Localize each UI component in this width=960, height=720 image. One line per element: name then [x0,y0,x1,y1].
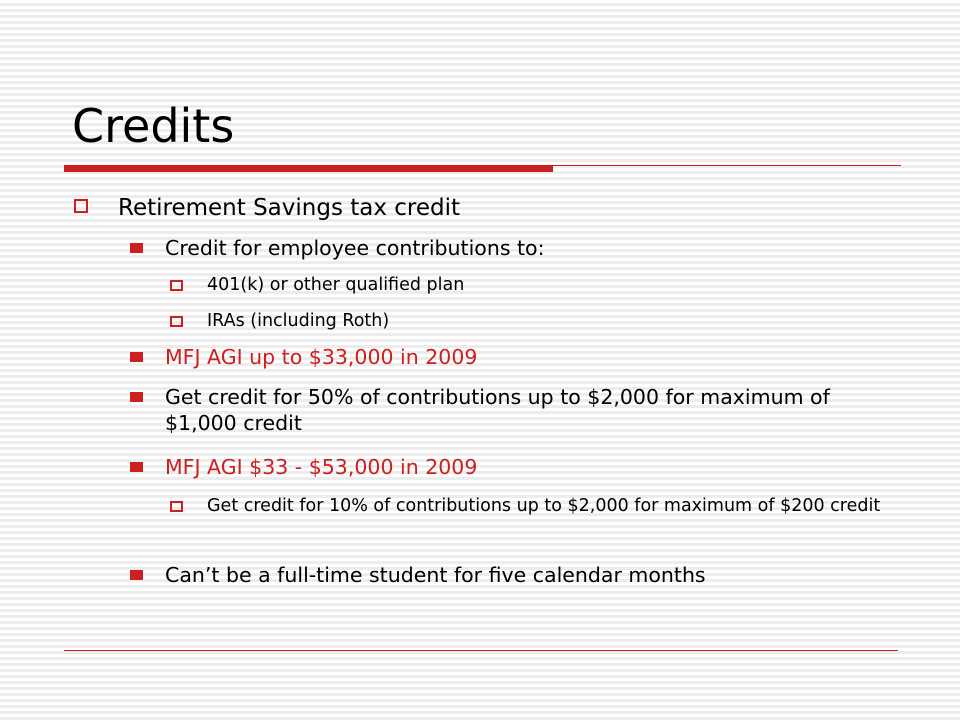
bullet-text: 401(k) or other qualified plan [207,275,465,295]
bullet-agi-range-33-53000 [165,454,885,480]
solid-square-icon [130,462,143,472]
bullet-iras [207,309,897,333]
solid-square-icon [130,392,143,402]
title-underline-bar [64,165,553,172]
title-underline-rule [553,165,901,166]
slide-title: Credits [72,99,235,153]
bullet-agi-limit-33000 [165,344,885,370]
solid-square-icon [130,352,143,362]
hollow-square-icon [170,316,183,327]
bullet-credit-50-percent [165,384,885,436]
solid-square-icon [130,570,143,580]
bullet-text: Credit for employee contributions to: [165,236,545,260]
bullet-text: MFJ AGI $33 - $53,000 in 2009 [165,455,478,479]
bullet-employee-contributions [165,235,885,261]
bullet-text: Retirement Savings tax credit [118,195,461,221]
bullet-text: IRAs (including Roth) [207,311,390,331]
solid-square-icon [130,243,143,253]
bullet-text: Get credit for 50% of contributions up to $2,000 for maximum of $1,000 credit [165,385,830,435]
hollow-square-icon [74,199,88,213]
bullet-credit-10-percent [207,494,897,518]
bullet-student-restriction [165,562,885,588]
bullet-retirement-savings-credit [118,194,460,222]
bullet-401k-plan [207,273,897,297]
hollow-square-icon [170,501,183,512]
footer-rule [64,650,898,651]
hollow-square-icon [170,280,183,291]
bullet-text: Can’t be a full-time student for five calendar months [165,563,706,587]
bullet-text: Get credit for 10% of contributions up to $2,000 for maximum of $200 credit [207,496,881,516]
bullet-text: MFJ AGI up to $33,000 in 2009 [165,345,478,369]
